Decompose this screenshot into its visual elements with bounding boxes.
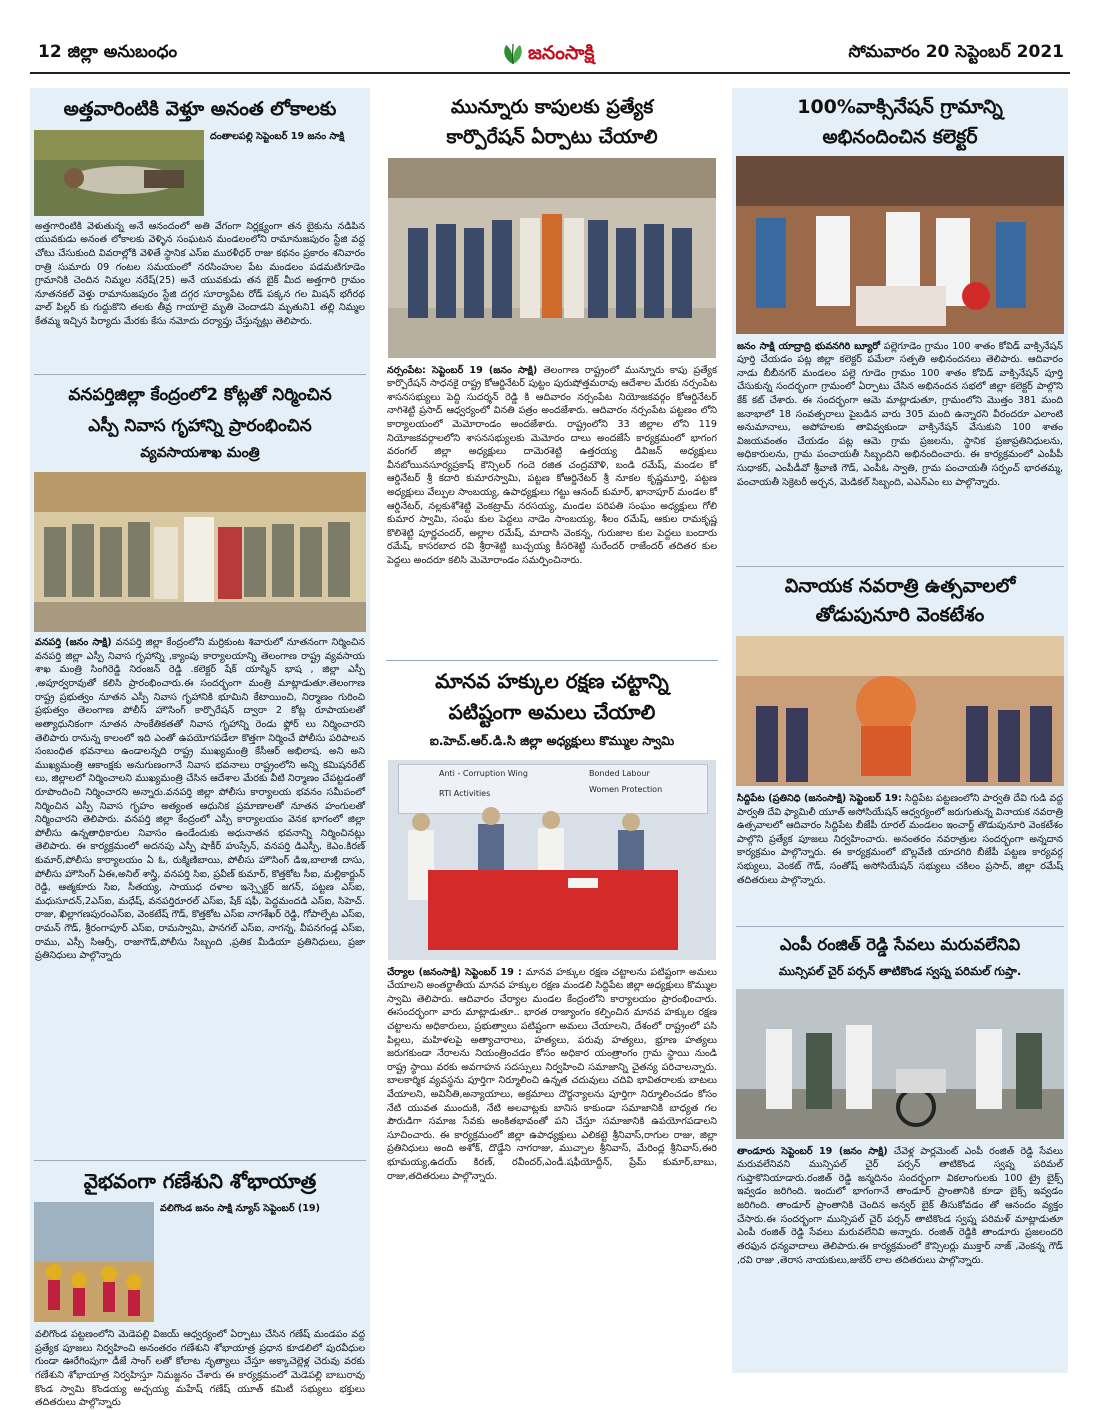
headline-line-2: ఎస్పీ నివాస గృహాన్ని ప్రారంభించిన — [88, 416, 312, 436]
article-human-rights — [382, 665, 722, 1286]
headline: ఎంపీ రంజిత్ రెడ్డి సేవలు మరువలేనివి — [779, 935, 1021, 954]
article-body: వలిగొండ పట్టణంలోని మెడెపల్లి విజయ్ ఆధ్వర్యంలో ఏర్పాటు చేసిన గణేష్ మండపం వద్ద ప్రత్యేక పూజలు నిర్వహించి అనంతరం గణేశుని శోభాయాత్ర ప్రధాన కూడలిలో పురవీధుల గుండా ఊరేగింపుగా డీజే సాంగ్ లతో కోలాట నృత్యాలు చేస్తూ అక్కాచెల్లెళ్ల చెరువు వరకు గణేశుని శోభాయాత్ర నిర్వహిస్తూ నిమజ్జనం చేశారు ఈ కార్యక్రమంలో మెడెపల్లి బాబురావు కొండ స్వామి కొండయ్య అచ్చయ్య మహేష్ గణేష్ యూత్ కమిటీ సభ్యులు భక్తులు తదితరులు పాల్గొన్నారు — [35, 1329, 365, 1409]
article-body: సిద్దిపేట పట్టణంలోని పార్వతి దేవి గుడి వద్ద పార్వతి దేవి ఫ్యామిలీ యూత్ అసోసియేషన్ ఆధ్వర్యంలో జరుగుతున్న వినాయక నవరాత్రి ఉత్సవాలలో ఆదివారం సిద్దిపేట బీజేపీ రూరల్ మండలం ఇంచార్జ్ తొడుపునూరి వెంకటేశం పాల్గొని ప్రత్యేక పూజలు నిర్వహించారు. అనంతరం నవరాత్రుల సందర్భంగా అన్నదాన కార్యక్రమం పాల్గొన్నారు. ఈ కార్యక్రమంలో బొల్లవేణి యాదగిరి బీజేపీ పట్టణ కార్యవర్గ సభ్యులు, వెంకట్ గౌడ్, సంతోష్ అసోసియేషన్ సభ్యులు చకిలం ప్రసాద్, జిల్లా రమేష్ తదితరులు పాల్గొన్నారు. — [737, 793, 1063, 886]
article-ganesh-procession — [30, 1165, 370, 1409]
dateline: వలిగొండ జనం సాక్షి న్యూస్ సెప్టెంబర్ (19) — [160, 1203, 320, 1215]
headline-line-1: వనపర్తిజిల్లా కేంద్రంలో2 కోట్లతో నిర్మించిన — [68, 384, 332, 405]
leaf-logo-icon — [500, 42, 526, 66]
newspaper-name: జనంసాక్షి — [528, 42, 595, 64]
divider — [736, 566, 1064, 567]
masthead — [30, 38, 1070, 74]
divider — [34, 374, 366, 375]
divider — [34, 1160, 366, 1161]
article-munnuru-kapu — [382, 88, 722, 656]
dateline: జనం సాక్షి యాద్రాద్రి భువనగిరి బ్యూరో — [737, 340, 880, 352]
article-body: చేవెళ్ల పార్లమెంట్ ఎంపీ రంజిత్ రెడ్డి సేవలు మరువలేనివని మున్సిపల్ చైర్ పర్సన్ తాటికొండ స్వప్న పరిమల్ గుప్తాకొనియాడారు.రంజిత్ రెడ్డి జన్మదినం సందర్భంగా వికలాంగులకు 100 ట్రై బైక్స్ ఇవ్వడం జరిగింది. ఇందులో భాగంగానే తాండూర్ ప్రాంతానికి కూడా బైక్స్ ఇవ్వడం జరిగింది. తాండూర్ ప్రాంతానికి చెందిన అన్వర్ బైక్ తీసుకోవడం తో ఆనందం వ్యక్తం చేసారు.ఈ సందర్భంగా మున్సిపల్ చైర్ పర్సన్ తాటికొండ స్వప్న పరిమళ్ మాట్లాడుతూ ఎంపీ రంజిత్ రెడ్డి సేవలు మరువలేనివి అన్నారు. రంజిత్ రెడ్డికి తాండూరు ప్రజలందరి తరఫున ధన్యవాదాలు తెలిపారు.ఈ కార్యక్రమంలో కౌన్సిలర్లు ముక్తార్ నాజ్ ,వెంకన్న గౌడ్ ,రవి రాజు ,తెరాస నాయకులు,జుబేర్ లాల తదితరులు పాల్గొన్నారు. — [737, 1145, 1063, 1266]
headline-line-1: మానవ హక్కుల రక్షణ చట్టాన్ని — [435, 668, 669, 693]
banner-text: Women Protection — [589, 784, 663, 794]
divider — [386, 660, 718, 661]
article-body: అత్తగారింటికి వెళుతున్న అనే ఆనందంలో అతి వేగంగా నిర్లక్ష్యంగా తన బైకును నడిపిన యువకుడు అనంత లోకాలకు వెళ్ళిన సంఘటన మండలంలోని రామానుజపురం స్టేజి వద్ద చోటు చేసుకుంది వివరాల్లోకి వెళితే స్థానిక ఎస్ఐ మురళీధర్ రాజు కథనం ప్రకారం శనివారం రాత్రి సుమారు 09 గంటల సమయంలో నరసింహుల పేట మండలం పడమటిగూడెం గ్రామానికి చెందిన నిమ్మల నరేష్(25) అనే యువకుడు తన బైక్ మీద అత్తగారి గ్రామం నూతనకల్ వెళ్తు రామానుజపురం స్టేజి దగ్గర సూర్యాపేట రోడ్ పక్కన గల మిషన్ భగీరథ వాల్ పిల్లర్ కు గుద్దుకొని తలకు తీవ్ర గాయాలై మృతి చెందాడని మృతుని1 తల్లి నిమ్మల కేతమ్మ ఇచ్చిన పిర్యాదు మేరకు కేసు నమోదు దర్యాప్తు చేస్తున్నట్లు తెలిపారు. — [35, 220, 365, 328]
dateline: సిద్దిపేట (ప్రతినిధి (జనంసాక్షి) సెప్టెంబర్ 19: — [737, 793, 902, 804]
dateline: నర్సంపేట: సెప్టెంబర్ 19 (జనం సాక్షి) — [387, 364, 538, 376]
dateline: తాండూరు సెప్టెంబర్ 19 (జనం సాక్షి) — [737, 1145, 888, 1157]
banner-text: Anti - Corruption Wing — [439, 768, 528, 778]
column-left — [30, 88, 370, 1409]
issue-date: సోమవారం 20 సెప్టెంబర్ 2021 — [848, 42, 1064, 62]
column-right — [732, 88, 1068, 1373]
subheadline: వ్యవసాయశాఖ మంత్రి — [140, 445, 260, 462]
headline-line-2: పటిష్టంగా అమలు చేయాలి — [448, 699, 656, 724]
sp-residence-photo — [34, 472, 366, 632]
cake-cutting-photo — [736, 156, 1064, 334]
banner-text: RTI Activities — [439, 788, 491, 798]
headline-line-1: వినాయక నవరాత్రి ఉత్సవాలలో — [784, 574, 1016, 597]
article-accident — [30, 88, 370, 370]
headline: వైభవంగా గణేశుని శోభాయాత్ర — [83, 1169, 317, 1194]
headline-line-1: 100%వాక్సినేషన్ గ్రామాన్ని — [797, 96, 1003, 118]
memorandum-photo — [388, 158, 716, 358]
headline-line-2: అభినందించిన కలెక్టర్ — [822, 125, 978, 148]
article-vinayaka — [732, 571, 1068, 923]
banner-text: Bonded Labour — [589, 768, 650, 778]
accident-photo — [34, 130, 204, 216]
ganesh-pooja-photo — [736, 636, 1064, 786]
divider — [736, 926, 1064, 927]
article-body: వనపర్తి జిల్లా కేంద్రంలోని మర్రికుంట శివారులో నూతనంగా నిర్మించిన వనపర్తి జిల్లా ఎస్పీ నివాస గృహాన్ని ,క్యాంపు కార్యాలయాన్ని తెలంగాణ రాష్ట్ర వ్యవసాయ శాఖ మంత్రి సింగిరెడ్డి నిరంజన్ రెడ్డి .కలెక్టర్ షేక్ యాస్మిన్ భాష , జిల్లా ఎస్పీ ,అపూర్వరావుతో కలిసి ప్రారంభించారు.ఈ సందర్భంగా మంత్రి మాట్లాడుతూ.తెలంగాణ రాష్ట్ర ప్రభుత్వం నూతన ఎస్పీ నివాస గృహానికి భూమిని కేటాయించి, నిర్మాణం గురించి ప్రభుత్వం తెలంగాణ పోలీస్ హౌసింగ్ కార్పొరేషన్ ద్వారా 2 కోట్ల రూపాయలతో అత్యాధునికంగా నూతన సాంకేతికతతో నివాస గృహాన్ని రెండు ఫ్లోర్ లు నిర్మించారని తెలిపారు రానున్న కాలంలో ఇది ఎంతో ఉపయోగపడేలా కొత్తగా నిర్మించే పోలీసు పరిపాలన సంబంధిత భవనాలు ఉండాలన్నది రాష్ట్ర ముఖ్యమంత్రి కేసీఆర్ అభిలాష. అని అని ముఖ్యమంత్రి ఆకాంక్షకు అనుగుణంగానే నివాస భవనాలు రాష్ట్రంలోని అన్ని కమిషనరేట్ లు, జిల్లాలలో నిర్మించాలని ముఖ్యమంత్రి చేసిన ఆదేశాల మేరకు వీటి నిర్మాణం చేపట్టడంతో రూపొందించి నిర్మించారని అన్నారు.వనపర్తి జిల్లా పోలీసు కార్యాలయ భవనం సమీపంలో నిర్మించిన ఎస్పీ నివాస గృహం అత్యంత ఆధునిక ప్రమాణాలతో నూతన హంగులతో నిర్మించారని తెలిపారు. వనపర్తి జిల్లా కేంద్రంలో ఎస్పీ కార్యాలయం వెనక భాగంలో జిల్లా పోలీసు ఉన్నతాధికారుల నివాసం ఉండేందుకు అధునాతన భవనాన్ని నిర్మించినట్లు తెలిపారు. ఈ కార్యక్రమంలో అదనపు ఎస్పీ షాకీర్ హుస్సేన్, వనపర్తి డిఎస్పీ, కెఎం.కిరణ్ కుమార్,పోలీసు కార్యాలయం ఏ ఓ, రుక్మిణిబాయి, పోలీసు హౌసింగ్ డిఇ,బాలాజీ దాసు, పోలీసు హౌసింగ్ ఏఈ,అనిల్ శాస్త్రి, వనపర్తి సిఐ, ప్రవీణ్ కుమార్, కొత్తకోట సీఐ, మల్లికార్జున్ రెడ్డి, ఆత్మకూరు సిఐ, సీతయ్య, సాయుధ దళాల ఇన్స్పెక్టర్ జగన్, పట్టణ ఎస్ఐ, మధుసూదన్,2ఎస్ఐ, మధేష్, వనపర్తిరూరల్ ఎస్ఐ, షేక్ షఫీ, పెద్దమందడి ఎస్ఐ, సిహెచ్. రాజు, ఖిల్లాగణపురంఎస్ఐ, వెంకటేష్ గౌడ్, కొత్తకోట ఎస్ఐ నాగశేఖర్ రెడ్డి, గోపాల్పేట ఎస్ఐ, రామన్ గౌడ్, శ్రీరంగాపూర్ ఎస్ఐ, రామస్వామి, పానగల్ ఎస్ఐ, నాగన్న, వీపనగండ్ల ఎస్ఐ, రాము, ఎస్సీ సిఆర్సీ, రాజాగౌడ్,పోలీసు సిబ్బంది ,ప్రతిక మీడియా ప్రతినిధులు, ప్రజా ప్రతినిధులు పాల్గొన్నారు — [35, 637, 365, 962]
dateline: వనపర్తి (జనం సాక్షి) — [35, 637, 112, 649]
subheadline: మున్సిపల్ చైర్ పర్సన్ తాటికొండ స్వప్న పరిమల్ గుప్తా. — [778, 963, 1022, 978]
office-opening-photo — [388, 760, 716, 960]
newspaper-logo — [500, 38, 630, 70]
article-body: మానవ హక్కుల రక్షణ చట్టాలను పటిష్టంగా అమలు చేయాలని అంతర్జాతీయ మానవ హక్కుల రక్షణ మండలి సిద్దిపేట జిల్లా అధ్యక్షులు కొమ్ముల స్వామి తెలిపారు. ఆదివారం చేర్యాల మండల కేంద్రంలోని కార్యాలయం ప్రారంభించారు. ఈసందర్భంగా వారు మాట్లాడుతూ.. భారత రాజ్యాంగం కల్పించిన మానవ హక్కుల రక్షణ చట్టాలను అధికారులు, ప్రభుత్వాలు పటిష్టంగా అమలు చేయాలని, దేశంలో రాష్ట్రంలో పసి పిల్లలు, మహిళలపై అత్యాచారాలు, హత్యలు, పరువు హత్యలు, భ్రూణ హత్యలు జరుగకుండా నేరాలను నియంత్రించడం కోసం అధికార యంత్రాంగం గ్రామ స్థాయి నుండి రాష్ట్ర స్థాయి వరకు అవగాహన సదస్సులు నిర్వహించి సమాజాన్ని చైతన్య పరిచాలన్నారు. బాలకార్మిక వ్యవస్థను పూర్తిగా నిర్మూలించి ఉన్నత చదువులు చదివి భావితరాలకు బాటలు వేయాలని, అవినీతి,అన్యాయాలు, అక్రమాలు దౌర్జన్యాలను పూర్తిగా నిర్మూలించడం కోసం నేటి యువత ముందుకి, నేటి అలవాట్లకు బానిస కాకుండా సమాజానికి బాధ్యత గల పౌరుడిగా సమాజ సేవకు అంకితభావంతో పని చేస్తూ సమాజానికి ఉపయోగపడాలని సూచించారు. ఈ కార్యక్రమంలో జిల్లా ఉపాధ్యక్షులు ఎలికట్టె శ్రీనివాస్,రాగుల రాజు, జిల్లా ప్రతినిధులు అంది అశోక్, దొడ్డేని నాగరాజు, ముచ్చాల శ్రీనివాస్, మేరింద్ల శ్రీనివాస్,ఈరి భూమయ్య,ఉదయ్ కిరణ్, రవీందర్,ఎండీ.షఫీయోద్దీన్, ప్రేమ్ కుమార్,బాబు, రాజు,తదితరులు పాల్గొన్నారు. — [387, 966, 717, 1182]
dateline: దంతాలపల్లి సెప్టెంబర్ 19 జనం సాక్షి — [210, 130, 345, 142]
headline-line-1: మున్నూరు కాపులకు ప్రత్యేక — [450, 96, 654, 118]
subheadline: ఐ.హెచ్.ఆర్.డి.సి జిల్లా అధ్యక్షులు కొమ్ముల స్వామి — [429, 732, 675, 748]
tricycle-distribution-photo — [736, 989, 1064, 1139]
article-body: తెలంగాణ రాష్ట్రంలో మున్నూరు కాపు ప్రత్యేక కార్పొరేషన్ సాధనకై రాష్ట్ర కోఆర్డినేటర్ పుట్టం పురుషోత్తమరావు ఆదేశాల మేరకు నర్సంపేట శాసనసభ్యులు పెద్ది సుదర్శన్ రెడ్డి కి ఆదివారం నర్సంపేట నియోజకవర్గం కోఆర్డినేటర్ నాగిశెట్టి ప్రసాద్ ఆధ్వర్యంలో వినతి పత్రం అందజేశారు. ఆదివారం నర్సంపేట పట్టణం లోని కార్యాలయంలో మెమోరాండం అందజేశారు. రాష్ట్రంలోని 33 జిల్లాల లోని 119 నియోజకవర్గాలలోని శాసనసభ్యులకు మెమోరం దాలు అందజేసే కార్యక్రమంలో భాగంగ వరంగల్ జిల్లా అధ్యక్షులు దామెరశెట్టి ఉత్తరయ్య డివిజన్ అధ్యక్షులు వీనబోయినసూర్యప్రకాష్ కౌన్సిలర్ గందె రజిత చంద్రమౌళి, బండి రమేష్, మండల కో ఆర్డినేటర్ శ్రీ కదారి కుమారస్వామి, పట్టణ కోఆర్డినేటర్ శ్రీ నూకల కృష్ణమూర్తి, పట్టణ అధ్యక్షులు వేల్పుల సాంబయ్య, ఉపాధ్యక్షులు గట్టు ఆనంద్ కుమార్, ఖానాపూర్ మండల కో ఆర్డినేటర్, నల్లకుశోశెట్టి వెంకట్రామ్ నరసయ్య, మండల పరిపతి సంఘం అధ్యక్షులు గోలి కుమార స్వామి, సంఘ కుల పెద్దలు నాడెం సాంబయ్య, శీలం రమేష్, ఆకుల రామకృష్ణ కొలిశెట్టి పూర్ణచందర్, అల్లాల రమేష్, మాదాసి వెంకన్న, గురుజాల కుల పెద్దలు బందారు రమేష్, కాసరబాద రవి శ్రీరాశెట్టి బుచ్చయ్య కీసరిశెట్టి సురేందర్ రాజేందర్ తదితర కుల పెద్దలు అందరూ కలిసి మెమోరాండం సమర్పించినారు. — [387, 364, 717, 567]
headline-line-2: తోడుపునూరి వెంకటేశం — [815, 604, 985, 627]
headline: అత్తవారింటికి వెళ్తూ అనంత లోకాలకు — [63, 98, 337, 120]
headline-line-2: కార్పొరేషన్ ఏర్పాటు చేయాలి — [446, 125, 658, 148]
article-vaccination — [732, 88, 1068, 562]
article-sp-residence — [30, 379, 370, 1157]
page-section-label: 12 జిల్లా అనుబంధం — [38, 42, 178, 62]
dateline: చేర్యాల (జనంసాక్షి) సెప్టెంబర్ 19 : — [387, 966, 522, 978]
article-ranjith-reddy — [732, 931, 1068, 1335]
procession-photo — [34, 1202, 154, 1322]
column-middle — [382, 88, 722, 1373]
article-body: పల్లెగూడెం గ్రామం 100 శాతం కోవిడ్ వాక్సినేషన్ పూర్తి చేయడం పట్ల జిల్లా కలెక్టర్ పమేలా సత్పతి అభినందనలు తెలిపారు. ఆదివారం నాడు బీబీనగర్ మండలం పల్లె గూడెం గ్రామం 100 శాతం కోవిడ్ వాక్సినేషన్ పూర్తి చేసుకున్న సందర్భంగా గ్రామంలో ఏర్పాటు చేసిన అభినందన సభలో జిల్లా కలెక్టర్ పాల్గొని కేక్ కట్ చేశారు. ఈ సందర్భంగా ఆమె మాట్లాడుతూ, గ్రామంలోని మొత్తం 381 మంది జనాభాలో 18 సంవత్సరాలు పైబడిన వారు 305 మంది ఉన్నారని వీరందరూ ఎలాంటి అనుమానాలు, అపోహలకు తావివ్వకుండా వాక్సినేషన్ వేసుకుని 100 శాతం విజయవంతం చేయడం పట్ల ఆమె గ్రామ ప్రజలను, స్థానిక ప్రజాప్రతినిధులను, అధికారులను, గ్రామ పంచాయతీ సిబ్బందిని అభినందించారు. ఈ కార్యక్రమంలో ఎంపీపీ సుధాకర్, ఎంపీడీవో శ్రీవాణి గౌడ్, ఎంపీఓ స్వాతి, గ్రామ పంచాయతీ సర్పంచ్ భారతమ్మ, పంచాయతీ సెక్రెటరీ అర్చన, మెడికల్ సిబ్బంది, ఎఎన్ఎం లు పాల్గొన్నారు. — [737, 340, 1063, 488]
